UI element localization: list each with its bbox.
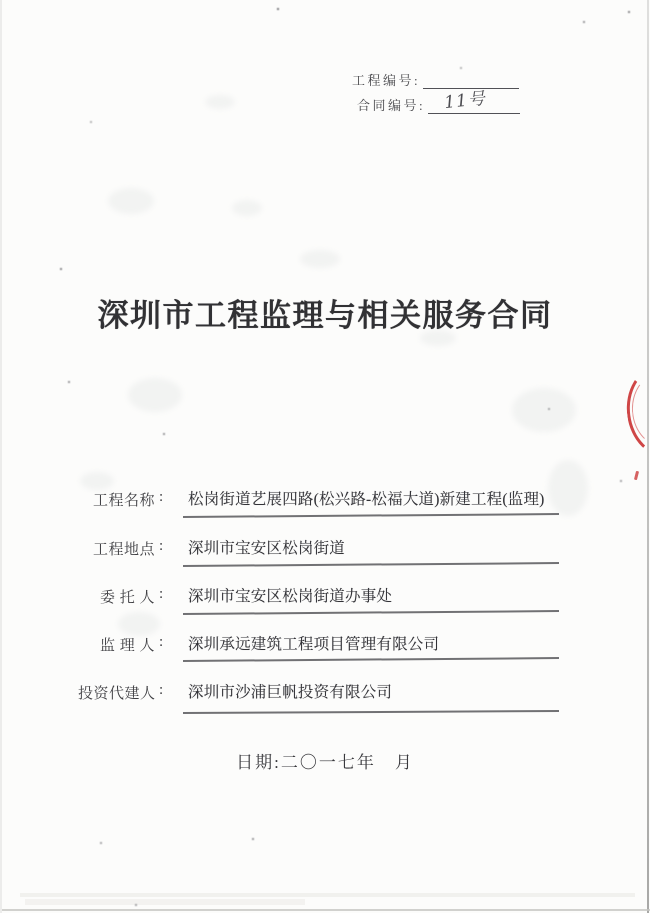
- colon-separator: :: [159, 682, 164, 698]
- scan-smudge: [300, 250, 340, 268]
- scan-bottom-band: [20, 893, 635, 897]
- field-row-project-name: [78, 489, 578, 525]
- underline: [183, 610, 559, 615]
- underline: [183, 657, 559, 662]
- contract-number-handwritten-value: 11号: [443, 88, 487, 114]
- scan-smudge: [108, 188, 154, 214]
- investment-agent-label: 投资代建人: [78, 686, 156, 702]
- scan-smudge: [205, 95, 235, 109]
- field-row-project-location: [78, 538, 578, 574]
- field-row-investment-agent: [78, 682, 578, 718]
- field-row-supervisor: [78, 634, 578, 670]
- contract-number-label: 合同编号:: [357, 98, 426, 113]
- red-stamp-edge-tick: [634, 471, 639, 480]
- project-location-label: 工程地点: [92, 542, 155, 558]
- underline: [183, 562, 559, 567]
- underline: [183, 513, 559, 518]
- document-title: 深圳市工程监理与相关服务合同: [97, 298, 553, 333]
- scan-smudge: [80, 472, 114, 490]
- scan-edge-left: [0, 0, 2, 913]
- contract-number-line: [428, 88, 520, 114]
- investment-agent-value: 深圳市沙浦巨帆投资有限公司: [188, 684, 393, 701]
- project-number-row: [352, 70, 519, 89]
- scan-edge-right: [647, 0, 649, 913]
- scan-bottom-band-light: [25, 899, 305, 905]
- scan-noise-speckles: [0, 0, 2, 2]
- scan-smudge: [128, 378, 182, 412]
- scan-smudge: [512, 388, 576, 432]
- client-value: 深圳市宝安区松岗街道办事处: [188, 588, 393, 605]
- project-name-label: 工程名称: [92, 493, 155, 509]
- colon-separator: :: [159, 538, 164, 554]
- scan-smudge: [420, 330, 456, 346]
- colon-separator: :: [159, 489, 164, 505]
- project-location-value: 深圳市宝安区松岗街道: [188, 540, 346, 557]
- scan-smudge: [232, 200, 262, 216]
- underline: [183, 710, 559, 714]
- scan-smudge: [548, 460, 588, 516]
- supervisor-label: 监 理 人: [99, 638, 155, 654]
- scan-edge-bottom: [2, 909, 650, 911]
- project-number-label: 工程编号:: [352, 73, 421, 88]
- colon-separator: :: [159, 586, 164, 602]
- client-label: 委 托 人: [99, 590, 155, 606]
- date-line: 日期:二〇一七年 月: [236, 753, 414, 772]
- project-name-value: 松岗街道艺展四路(松兴路-松福大道)新建工程(监理): [188, 491, 545, 508]
- contract-number-row: [357, 88, 520, 114]
- colon-separator: :: [159, 634, 164, 650]
- supervisor-value: 深圳承远建筑工程项目管理有限公司: [188, 636, 440, 653]
- scan-smudge: [118, 612, 160, 636]
